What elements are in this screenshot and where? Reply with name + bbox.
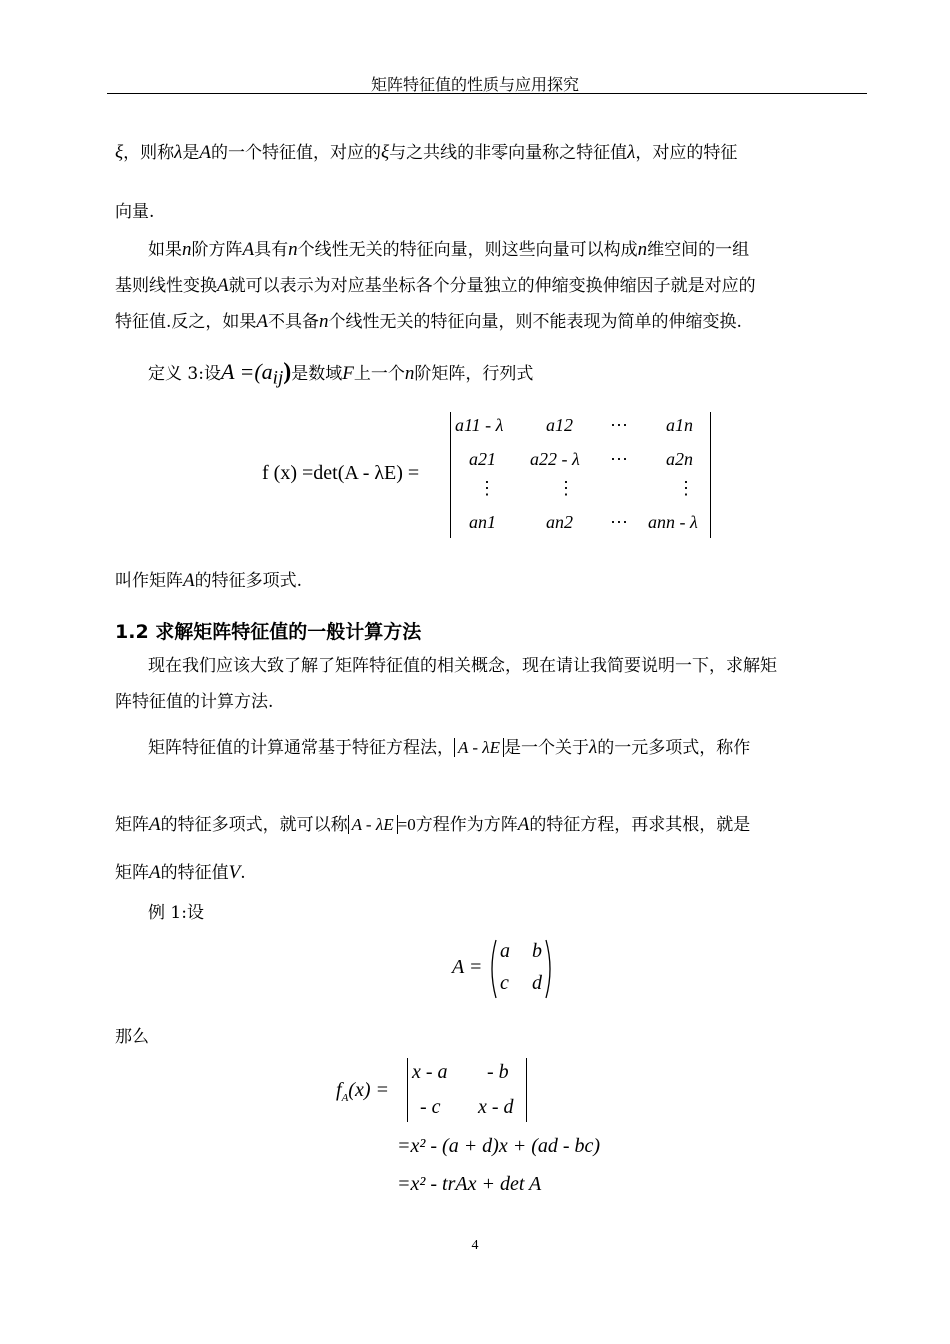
det-cell: ⋯ xyxy=(610,512,628,532)
det2-right-bar xyxy=(526,1058,527,1122)
det-right-bar xyxy=(710,412,711,538)
det-cell: ann - λ xyxy=(648,512,698,532)
det-cell: ⋯ xyxy=(610,449,628,469)
section-heading: 1.2 求解矩阵特征值的一般计算方法 xyxy=(115,621,422,643)
det-cell: an2 xyxy=(546,512,573,532)
det2-cell: x - a xyxy=(412,1061,448,1083)
page-number: 4 xyxy=(471,1238,479,1253)
matrix-entry: a xyxy=(500,940,510,962)
example-label: 例 1:设 xyxy=(148,903,204,923)
para2-line1: 如果n阶方阵A具有n个线性无关的特征向量，则这些向量可以构成n维空间的一组 xyxy=(148,239,750,260)
char-poly-caption: 叫作矩阵A的特征多项式. xyxy=(115,570,303,591)
matrix-entry: b xyxy=(532,940,542,962)
det-cell: ⋮ xyxy=(677,478,695,498)
det2-left-bar xyxy=(407,1058,408,1122)
para3-line1: 现在我们应该大致了解了矩阵特征值的相关概念，现在请让我简要说明一下，求解矩 xyxy=(148,656,777,676)
definition-3: 定义 3:设$A =(a_{ij})$是数域F上一个n阶矩阵，行列式 xyxy=(148,359,534,389)
para1-line2: 向量. xyxy=(115,202,155,222)
det-cell: a22 - λ xyxy=(530,449,580,469)
char-poly-lhs: f (x) =det(A - λE) = xyxy=(262,462,420,484)
matrix-A-lhs: A = xyxy=(452,956,483,978)
para4-line3: 矩阵A的特征值V. xyxy=(115,862,246,883)
header-rule xyxy=(107,93,867,94)
running-header: 矩阵特征值的性质与应用探究 xyxy=(370,75,579,94)
calc-line3: =x² - trAx + det A xyxy=(397,1173,542,1195)
calc-line2: =x² - (a + d)x + (ad - bc) xyxy=(397,1135,601,1157)
then-label: 那么 xyxy=(115,1027,149,1047)
det-cell: a12 xyxy=(546,415,573,435)
para2-line2: 基则线性变换A就可以表示为对应基坐标各个分量独立的伸缩变换伸缩因子就是对应的 xyxy=(115,275,756,296)
det-left-bar xyxy=(450,412,451,538)
matrix-entry: d xyxy=(532,972,542,994)
para3-line2: 阵特征值的计算方法. xyxy=(115,692,274,712)
det-cell: a11 - λ xyxy=(455,415,504,435)
det-cell: a2n xyxy=(666,449,693,469)
det-cell: an1 xyxy=(469,512,496,532)
para2-line3: 特征值.反之，如果A不具备n个线性无关的特征向量，则不能表现为简单的伸缩变换. xyxy=(115,311,742,332)
det2-cell: - b xyxy=(487,1061,509,1083)
det-cell: a1n xyxy=(666,415,693,435)
det-cell: a21 xyxy=(469,449,496,469)
para4-line1: 矩阵特征值的计算通常基于特征方程法， A - λE 是一个关于λ的一元多项式，称作 xyxy=(148,737,751,758)
det2-cell: - c xyxy=(420,1096,441,1118)
det-cell: ⋮ xyxy=(478,478,496,498)
para1-line1: ξ，则称λ是A的一个特征值，对应的ξ与之共线的非零向量称之特征值λ，对应的特征 xyxy=(115,142,738,163)
det-cell: ⋯ xyxy=(610,415,628,435)
xi-symbol: ξ xyxy=(115,142,124,163)
fA-lhs: $f_A(x)$ = xyxy=(336,1079,389,1104)
det-cell: ⋮ xyxy=(557,478,575,498)
matrix-entry: c xyxy=(500,972,509,994)
det2-cell: x - d xyxy=(478,1096,514,1118)
para4-line2: 矩阵A的特征多项式，就可以称 A - λE =0方程作为方阵A的特征方程，再求其根，就是 xyxy=(115,814,751,835)
matrix-parentheses xyxy=(486,938,556,1000)
